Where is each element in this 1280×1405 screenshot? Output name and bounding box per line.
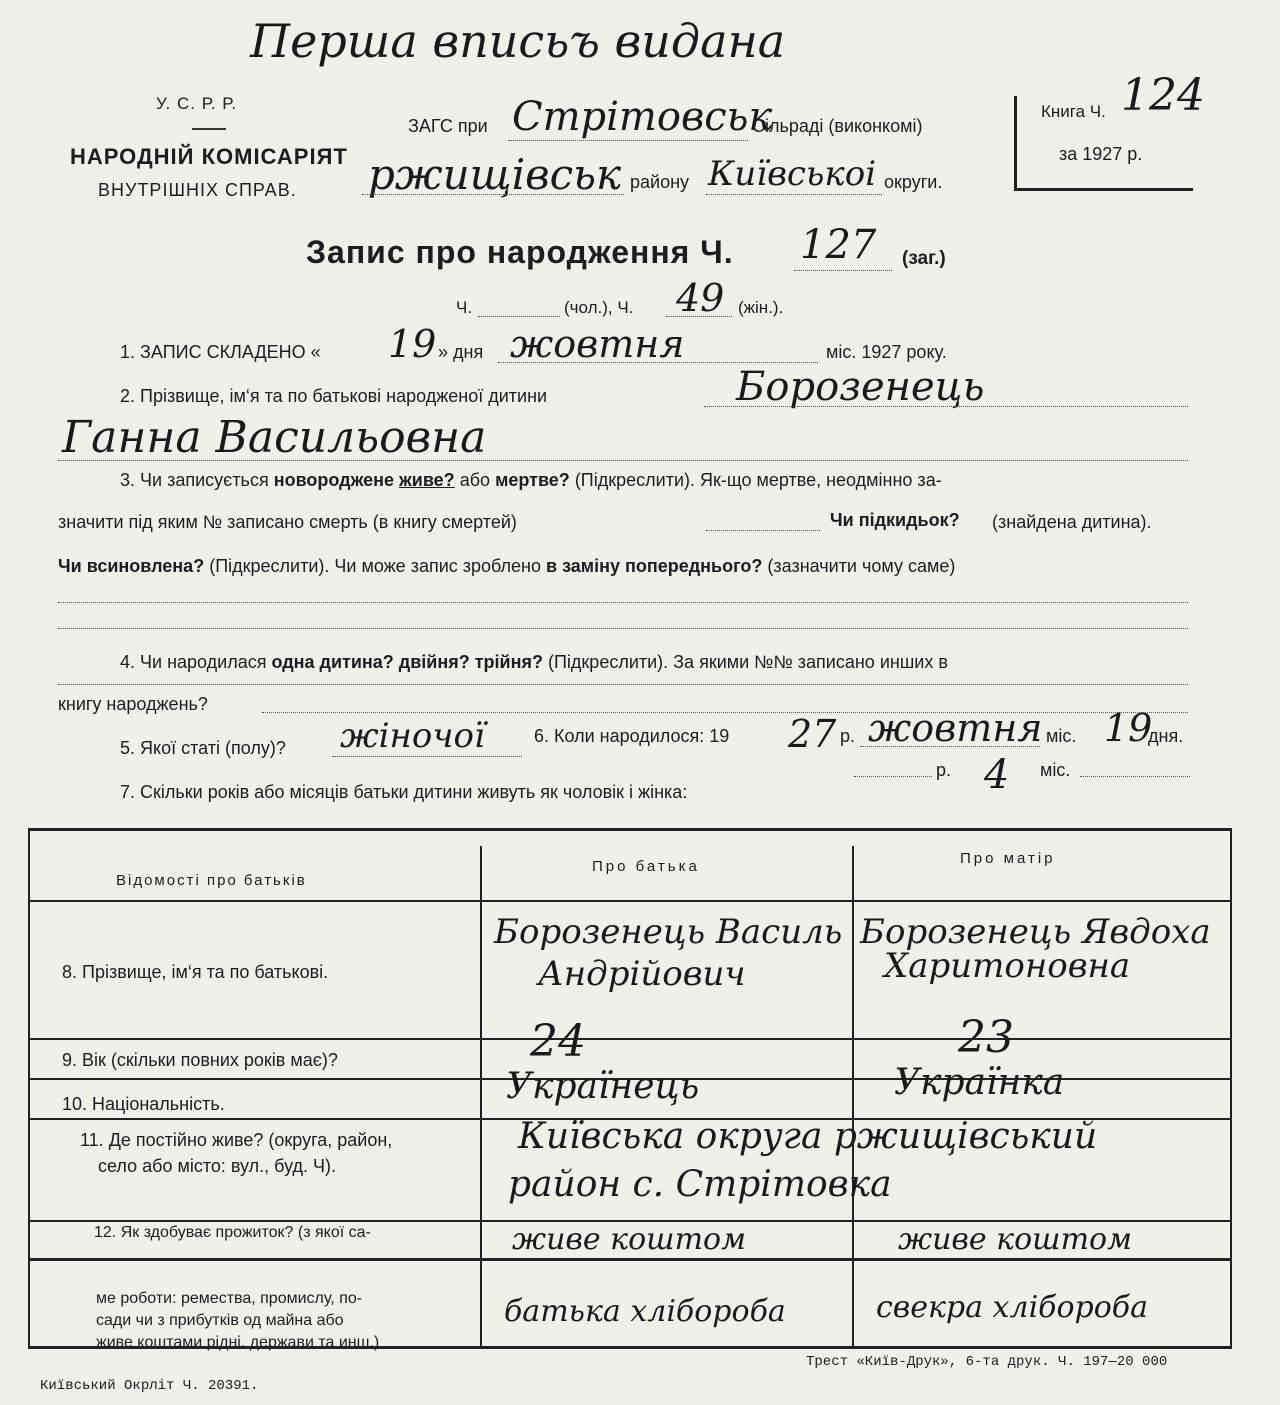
footer-left: Київський Окрліт Ч. 20391.	[40, 1378, 259, 1394]
table-right-border	[1230, 828, 1232, 1258]
q4-options: одна дитина? двійня? трійня?	[271, 652, 543, 672]
q2-label: 2. Прізвище, ім‘я та по батькові народженої дитини	[120, 386, 548, 406]
q3-text-l3d: (зазначити чому саме)	[767, 556, 956, 576]
row12-divider-2	[852, 1258, 854, 1346]
q3-line1	[120, 470, 942, 491]
male-number-suffix: (чол.), Ч.	[564, 298, 634, 317]
page-title: Запис про народження Ч.	[306, 234, 734, 270]
q1-month-handwritten: жовтня	[510, 322, 685, 366]
row12-mother-2: свекра хлібороба	[876, 1290, 1149, 1325]
header-info: Відомості про батьків	[116, 872, 307, 889]
row12-father-1: живе коштом	[512, 1222, 746, 1257]
row12-bottom-border	[28, 1346, 1232, 1349]
q6-day-handwritten: 19	[1104, 706, 1153, 750]
book-label: Книга Ч.	[1041, 102, 1106, 121]
q6-day-suffix: дня.	[1148, 726, 1184, 746]
row12-label-3: сади чи з прибутків од майна або	[96, 1312, 344, 1329]
row11-label-1: 11. Де постійно живе? (округа, район,	[80, 1130, 393, 1150]
q3-replacement: в заміну попереднього?	[546, 556, 763, 576]
q3-adopted: Чи всиновлена?	[58, 556, 205, 576]
q3-death-line	[706, 530, 820, 531]
republic-label: У. С. Р. Р.	[156, 94, 238, 113]
q3-reason-line-2	[58, 628, 1188, 629]
row10-father: Українець	[506, 1066, 700, 1107]
q3-newborn: новороджене	[273, 470, 394, 490]
title-suffix: (заг.)	[902, 248, 946, 269]
zags-okruha-label: округи.	[884, 172, 943, 192]
q3-reason-line	[58, 602, 1188, 603]
zags-council: Сільраді (виконкомі)	[752, 116, 923, 136]
row9-father: 24	[530, 1016, 586, 1067]
table-top-border	[28, 828, 1232, 831]
row11-address-1: Київська округа ржищівський	[518, 1116, 1098, 1157]
header-divider	[192, 128, 226, 130]
q7-years-handwritten: 4	[984, 752, 1010, 798]
row10-mother: Українка	[894, 1062, 1065, 1103]
q4-line2: книгу народжень?	[58, 694, 208, 714]
row12-label-1: 12. Як здобуває прожиток? (з якої са-	[94, 1224, 371, 1241]
q6-month-line	[860, 746, 1040, 747]
district-line	[362, 194, 624, 195]
q3-line3	[58, 556, 955, 577]
q6-year-suffix: р.	[840, 726, 856, 746]
row8-mother-1: Борозенець Явдоха	[860, 912, 1211, 952]
q1-day-handwritten: 19	[388, 322, 437, 366]
q3-alive: живе?	[399, 470, 455, 490]
zags-okruha-handwritten: Київськоі	[708, 154, 877, 194]
row8-father-2: Андрійович	[538, 954, 746, 994]
q6-label: 6. Коли народилося: 19	[534, 726, 730, 746]
q7-months-line	[1080, 776, 1190, 777]
record-number-handwritten: 127	[800, 222, 877, 268]
book-box	[1014, 70, 1205, 191]
col-divider-1	[480, 846, 482, 1258]
q1-suffix: міс. 1927 року.	[826, 342, 947, 362]
female-number-line	[666, 316, 732, 317]
village-line	[508, 140, 748, 141]
male-number-label: Ч.	[456, 298, 473, 317]
q3-text-a: 3. Чи записується	[120, 470, 269, 490]
department-label: ВНУТРІШНІХ СПРАВ.	[98, 180, 297, 200]
female-number-handwritten: 49	[676, 276, 725, 320]
zags-district-label: району	[630, 172, 690, 192]
q5-sex-handwritten: жіночої	[340, 716, 485, 756]
row8-mother-2: Харитоновна	[884, 946, 1131, 986]
q2-surname-line	[704, 406, 1188, 407]
q3-or: або	[459, 470, 491, 490]
q5-sex-line	[332, 756, 522, 757]
q4-book-line	[262, 712, 1188, 713]
zags-district-handwritten: ржищівськ	[368, 150, 622, 199]
q3-text-f: (Підкреслити). Як-що мертве, неодмінно за-	[574, 470, 942, 490]
q1-label: 1. ЗАПИС СКЛАДЕНО «	[120, 342, 321, 362]
row9-mother: 23	[958, 1012, 1014, 1063]
q4-text-a: 4. Чи народилася	[120, 652, 267, 672]
q7-years-line	[854, 776, 932, 777]
row12-divider-1	[480, 1258, 482, 1346]
q2-name-handwritten: Ганна Васильовна	[62, 412, 487, 463]
row12-left-border	[28, 1258, 30, 1346]
q2-name-line	[58, 460, 1188, 461]
row8-divider	[28, 1038, 1232, 1040]
q1-day-suffix: » дня	[438, 342, 484, 362]
q3-dead: мертве?	[495, 470, 570, 490]
q5-label: 5. Якої статі (полу)?	[120, 738, 286, 758]
q3-foundling: Чи підкидьок?	[830, 510, 960, 530]
q7-label: 7. Скільки років або місяців батьки дитини живуть як чоловік і жінка:	[120, 782, 688, 802]
book-year: за 1927 р.	[1059, 144, 1143, 164]
header-father: Про батька	[592, 858, 700, 875]
row8-father-1: Борозенець Василь	[494, 912, 843, 952]
q6-month-suffix: міс.	[1046, 726, 1077, 746]
q4-line1	[120, 652, 948, 673]
row12-label-2: ме роботи: ремества, промислу, по-	[96, 1290, 363, 1307]
row12-label-4: живе коштами рідні, держави та инш.)	[96, 1334, 380, 1351]
footer-right: Трест «Київ-Друк», 6-та друк. Ч. 197—20 000	[806, 1354, 1168, 1370]
header-mother: Про матір	[960, 850, 1056, 867]
table-left-border	[28, 828, 30, 1258]
commissariat-label: НАРОДНІЙ КОМІСАРІЯТ	[70, 144, 348, 169]
okruha-line	[706, 194, 882, 195]
q2-surname-handwritten: Борозенець	[736, 364, 985, 410]
q3-text-l2a: значити під яким № записано смерть (в книгу смертей)	[58, 512, 517, 532]
q1-month-line	[498, 362, 818, 363]
row12-label	[94, 1224, 371, 1242]
row10-label: 10. Національність.	[62, 1094, 225, 1114]
q4-text-c: (Підкреслити). За якими №№ записано инших в	[548, 652, 948, 672]
row12-right-border	[1230, 1258, 1232, 1346]
handwritten-header: Перша вписьъ видана	[250, 14, 786, 68]
row12-father-2: батька хлібороба	[504, 1294, 786, 1329]
q6-year-handwritten: 27	[788, 712, 837, 756]
row9-label: 9. Вік (скільки повних років має)?	[62, 1050, 338, 1070]
q6-month-handwritten: жовтня	[868, 706, 1043, 750]
row12-mother-1: живе коштом	[898, 1222, 1132, 1257]
q7-r-label: р.	[936, 760, 952, 780]
table-bottom-border	[28, 1258, 1232, 1261]
row8-label: 8. Прізвище, ім‘я та по батькові.	[62, 962, 329, 982]
q3-text-l3b: (Підкреслити). Чи може запис зроблено	[209, 556, 541, 576]
header-divider-line	[28, 900, 1232, 902]
male-number-line	[478, 316, 560, 317]
row11-label-2: село або місто: вул., буд. Ч).	[98, 1156, 336, 1176]
q4-answer-line	[58, 684, 1188, 685]
zags-prefix: ЗАГС при	[408, 116, 488, 136]
q7-m-label: міс.	[1040, 760, 1071, 780]
row11-address-2: район с. Стрітовка	[508, 1164, 892, 1205]
parents-table	[28, 828, 1232, 1258]
row12-label-rest	[96, 1288, 379, 1354]
zags-village-handwritten: Стрітовськ	[512, 94, 773, 140]
q3-text-l2c: (знайдена дитина).	[992, 512, 1152, 532]
record-number-line	[794, 270, 892, 271]
book-number-handwritten: 124	[1121, 70, 1205, 121]
female-number-suffix: (жін.).	[738, 298, 784, 317]
